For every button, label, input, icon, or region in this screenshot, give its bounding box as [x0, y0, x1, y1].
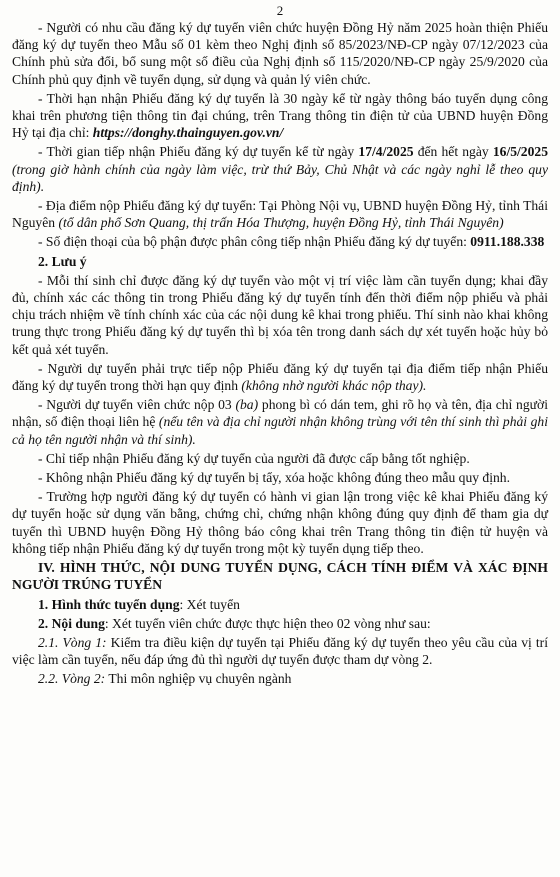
- paragraph-fraud: - Trường hợp người đăng ký dự tuyển có hành vi gian lận trong việc kê khai Phiếu đăng ký dự tuyển hoặc sử dụng văn bằng, chứng chỉ, chứng nhận không đúng quy định để tham gia dự tuyển thì UBND huyện Đồng Hỷ thông báo công khai trên Trang thông tin điện tử huyện và không tiếp nhận Phiếu đăng ký dự tuyển trong một kỳ tuyển dụng tiếp theo.: [12, 489, 548, 556]
- paragraph-location: [12, 197, 548, 231]
- recruitment-form-value: : Xét tuyển: [179, 596, 240, 612]
- phone-text: - Số điện thoại của bộ phận được phân công tiếp nhận Phiếu đăng ký dự tuyển:: [38, 234, 471, 250]
- envelopes-text: - Người dự tuyển viên chức nộp 03: [38, 397, 236, 413]
- paragraph-one-position: - Mỗi thí sinh chỉ được đăng ký dự tuyển vào một vị trí việc làm cần tuyển dụng; khai đầy đủ, chính xác các thông tin trong Phiếu đăng ký dự tuyển tính đến thời điểm nộp phiếu và phải chịu trách nhiệm về tính chính xác của các nội dung kê khai trong phiếu. Thí sinh nào khai không trung thực trong Phiếu đăng ký dự tuyển thì bị xóa tên trong danh sách dự xét tuyển hoặc hủy bỏ kết quả xét tuyển.: [12, 272, 548, 357]
- paragraph-registration-form: - Người có nhu cầu đăng ký dự tuyển viên chức huyện Đồng Hỷ năm 2025 hoàn thiện Phiếu đăng ký dự tuyển theo Mẫu số 01 kèm theo Nghị định số 85/2023/NĐ-CP ngày 07/12/2023 của Chính phủ sửa đổi, bổ sung một số điều của Nghị định số 115/2020/NĐ-CP ngày 25/9/2020 của Chính phủ quy định về tuyển dụng, sử dụng và quản lý viên chức.: [12, 20, 548, 87]
- receiving-time-text: - Thời gian tiếp nhận Phiếu đăng ký dự tuyển kể từ ngày: [38, 144, 359, 160]
- end-date: 16/5/2025: [492, 144, 548, 160]
- page-number: 2: [276, 3, 284, 18]
- website-url: https://donghy.thainguyen.gov.vn/: [92, 125, 284, 141]
- content-text: : Xét tuyển viên chức được thực hiện theo 02 vòng như sau:: [104, 615, 431, 631]
- heading-luu-y: 2. Lưu ý: [38, 253, 87, 269]
- paragraph-recruitment-form: [12, 596, 548, 613]
- paragraph-no-erased-forms: - Không nhận Phiếu đăng ký dự tuyển bị tẩy, xóa hoặc không đúng theo mẫu quy định.: [38, 470, 510, 486]
- phone-number: 0911.188.338: [470, 234, 545, 250]
- receiving-time-text-2: đến hết ngày: [413, 144, 493, 160]
- heading-section-iv: IV. HÌNH THỨC, NỘI DUNG TUYỂN DỤNG, CÁCH TÍNH ĐIỂM VÀ XÁC ĐỊNH NGƯỜI TRÚNG TUYỂN: [12, 560, 548, 593]
- recruitment-form-label: 1. Hình thức tuyển dụng: [38, 596, 180, 612]
- paragraph-content: [12, 615, 548, 632]
- round-2-text: Thi môn nghiệp vụ chuyên ngành: [105, 671, 292, 687]
- envelopes-text-2: phong bì có dán tem, ghi rõ họ và tên, địa chỉ người nhận, số điện thoại liên hệ: [12, 397, 548, 430]
- round-2-label: 2.2. Vòng 2:: [38, 671, 106, 687]
- paragraph-phone: [12, 233, 548, 250]
- receiving-period-text: - Thời hạn nhận Phiếu đăng ký dự tuyển là 30 ngày kể từ ngày thông báo tuyển dụng công khai trên phương tiện thông tin đại chúng, trên Trang thông tin điện tử của UBND huyện Đồng Hỷ tại địa chỉ:: [12, 90, 548, 141]
- paragraph-receiving-period: [12, 90, 548, 142]
- round-1-label: 2.1. Vòng 1:: [38, 634, 107, 650]
- paragraph-submit-in-person: [12, 360, 548, 394]
- paragraph-envelopes: [12, 396, 548, 448]
- location-address-note: (tổ dân phố Sơn Quang, thị trấn Hóa Thượng, huyện Đồng Hỷ, tỉnh Thái Nguyên): [58, 215, 504, 231]
- envelopes-count-word: (ba): [235, 397, 259, 413]
- round-1-text: Kiểm tra điều kiện dự tuyển tại Phiếu đăng ký dự tuyển theo yêu cầu của vị trí việc làm cần tuyển, nếu đáp ứng đủ thì người dự tuyển được tham dự vòng 2.: [12, 634, 548, 668]
- submit-text: - Người dự tuyển phải trực tiếp nộp Phiếu đăng ký dự tuyển tại địa điểm tiếp nhận Phiếu đăng ký dự tuyển trong thời hạn quy định: [12, 360, 548, 394]
- working-hours-note: (trong giờ hành chính của ngày làm việc, trừ thứ Bảy, Chủ Nhật và các ngày nghỉ lễ theo quy định).: [12, 161, 548, 194]
- paragraph-round-2: [12, 670, 548, 687]
- paragraph-round-1: [12, 634, 548, 668]
- start-date: 17/4/2025: [358, 144, 414, 160]
- paragraph-graduates-only: - Chỉ tiếp nhận Phiếu đăng ký dự tuyển của người đã được cấp bằng tốt nghiệp.: [38, 450, 470, 466]
- envelopes-note: (nếu tên và địa chỉ người nhận không trùng với tên thí sinh thì phải ghi cả họ tên người nhận và thí sinh).: [12, 414, 548, 447]
- paragraph-receiving-time: [12, 143, 548, 195]
- submit-note: (không nhờ người khác nộp thay).: [241, 378, 427, 394]
- content-label: 2. Nội dung: [38, 615, 105, 631]
- location-text: - Địa điểm nộp Phiếu đăng ký dự tuyển: Tại Phòng Nội vụ, UBND huyện Đồng Hỷ, tỉnh Thái Nguyên: [12, 198, 548, 231]
